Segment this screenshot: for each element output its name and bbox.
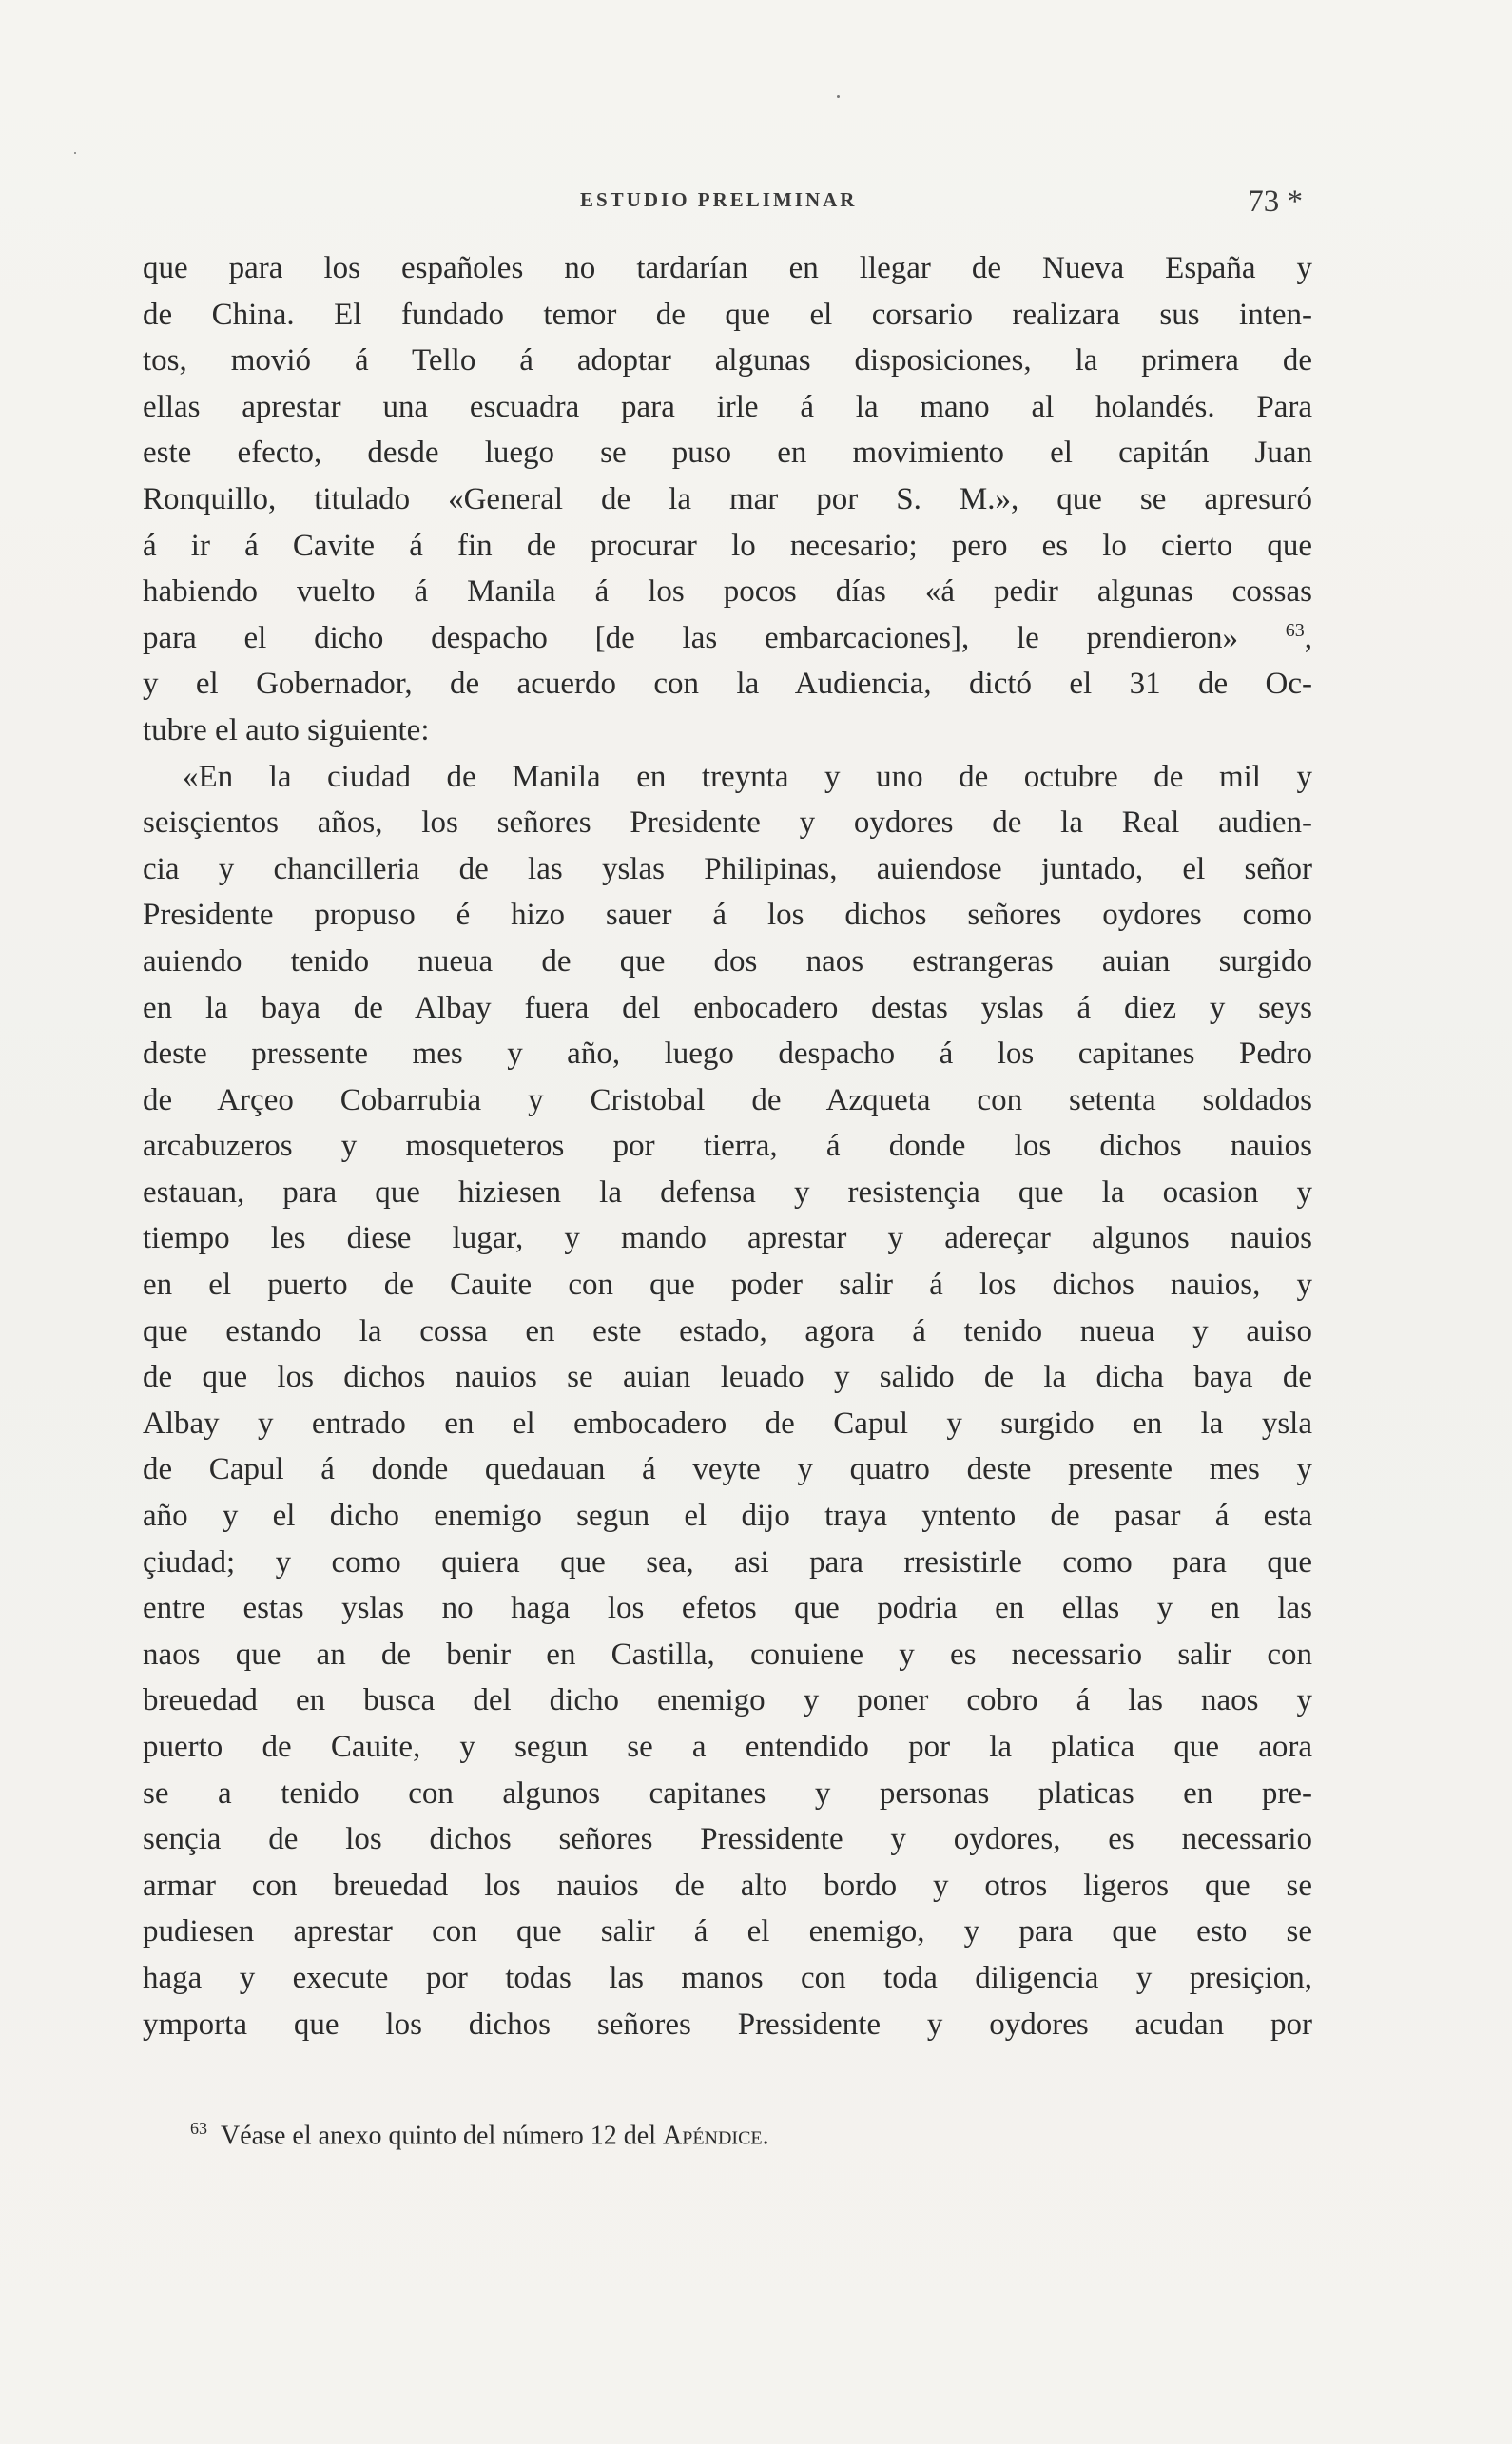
footnote-text: Véase el anexo quinto del número 12 del bbox=[221, 2121, 656, 2151]
text-line: en la baya de Albay fuera del enbocadero destas yslas á diez y seys bbox=[143, 990, 1312, 1025]
text-line: armar con breuedad los nauios de alto bordo y otros ligeros que se bbox=[143, 1868, 1312, 1903]
text-line: habiendo vuelto á Manila á los pocos días «á pedir algunas cossas bbox=[143, 574, 1312, 610]
text-line: Presidente propuso é hizo sauer á los dichos señores oydores como bbox=[143, 898, 1312, 933]
text-line: arcabuzeros y mosqueteros por tierra, á donde los dichos nauios bbox=[143, 1129, 1312, 1164]
text-line: tos, movió á Tello á adoptar algunas disposiciones, la primera de bbox=[143, 343, 1312, 378]
text-line: auiendo tenido nueua de que dos naos estrangeras auian surgido bbox=[143, 943, 1312, 979]
text-line: Albay y entrado en el embocadero de Capul y surgido en la ysla bbox=[143, 1406, 1312, 1441]
text-line: çiudad; y como quiera que sea, asi para rresistirle como para que bbox=[143, 1544, 1312, 1580]
page-header bbox=[143, 184, 1303, 226]
text-line: en el puerto de Cauite con que poder salir á los dichos nauios, y bbox=[143, 1268, 1312, 1303]
text-line: sençia de los dichos señores Pressidente y oydores, es necessario bbox=[143, 1822, 1312, 1857]
footnote-reference[interactable]: 63 bbox=[1285, 619, 1305, 641]
text-line: haga y execute por todas las manos con toda diligencia y presiçion, bbox=[143, 1960, 1312, 1995]
text-line: breuedad en busca del dicho enemigo y poner cobro á las naos y bbox=[143, 1683, 1312, 1718]
text-line-with-footnote bbox=[143, 615, 1312, 662]
text-line: á ir á Cavite á fin de procurar lo necesario; pero es lo cierto que bbox=[143, 528, 1312, 563]
text-line: puerto de Cauite, y segun se a entendido por la platica que aora bbox=[143, 1730, 1312, 1764]
page-number: 73 * bbox=[1248, 184, 1303, 219]
text-line: entre estas yslas no haga los efetos que podria en ellas y en las bbox=[143, 1591, 1312, 1626]
text-line: deste pressente mes y año, luego despacho á los capitanes Pedro bbox=[143, 1037, 1312, 1072]
paper-speck bbox=[837, 95, 840, 98]
text-line: año y el dicho enemigo segun el dijo traya yntento de pasar á esta bbox=[143, 1499, 1312, 1534]
text-line: pudiesen aprestar con que salir á el enemigo, y para que esto se bbox=[143, 1914, 1312, 1949]
text-line: y el Gobernador, de acuerdo con la Audiencia, dictó el 31 de Oc- bbox=[143, 667, 1312, 702]
footnote bbox=[190, 2119, 1236, 2151]
text-line: de Arçeo Cobarrubia y Cristobal de Azqueta con setenta soldados bbox=[143, 1082, 1312, 1117]
footnote-appendix: Apéndice. bbox=[662, 2121, 769, 2151]
text-line: este efecto, desde luego se puso en movimiento el capitán Juan bbox=[143, 436, 1312, 471]
body-text bbox=[143, 245, 1312, 2047]
text-line: estauan, para que hiziesen la defensa y resistençia que la ocasion y bbox=[143, 1174, 1312, 1210]
footnote-number: 63 bbox=[190, 2119, 207, 2138]
text-line: seisçientos años, los señores Presidente y oydores de la Real audien- bbox=[143, 805, 1312, 841]
paper-speck bbox=[74, 152, 76, 154]
text-line: que para los españoles no tardarían en llegar de Nueva España y bbox=[143, 251, 1312, 285]
text-line: ellas aprestar una escuadra para irle á la mano al holandés. Para bbox=[143, 389, 1312, 424]
text-line: se a tenido con algunos capitanes y personas platicas en pre- bbox=[143, 1775, 1312, 1811]
text-line: naos que an de benir en Castilla, conuiene y es necessario salir con bbox=[143, 1637, 1312, 1672]
text-line: «En la ciudad de Manila en treynta y uno de octubre de mil y bbox=[183, 759, 1312, 794]
text-line-tail: , bbox=[1304, 620, 1312, 655]
text-line: cia y chancilleria de las yslas Philipinas, auiendose juntado, el señor bbox=[143, 851, 1312, 886]
text-line: de China. El fundado temor de que el corsario realizara sus inten- bbox=[143, 297, 1312, 332]
text-line: ymporta que los dichos señores Pressidente y oydores acudan por bbox=[143, 2007, 1312, 2042]
running-head: ESTUDIO PRELIMINAR bbox=[580, 188, 858, 211]
text-line: que estando la cossa en este estado, agora á tenido nueua y auiso bbox=[143, 1313, 1312, 1348]
text-line: tiempo les diese lugar, y mando aprestar y adereçar algunos nauios bbox=[143, 1221, 1312, 1256]
text-line-content: para el dicho despacho [de las embarcaciones], le prendieron» bbox=[143, 620, 1238, 655]
text-line: de Capul á donde quedauan á veyte y quatro deste presente mes y bbox=[143, 1452, 1312, 1487]
text-line: de que los dichos nauios se auian leuado y salido de la dicha baya de bbox=[143, 1360, 1312, 1395]
text-line: tubre el auto siguiente: bbox=[143, 712, 430, 747]
text-line: Ronquillo, titulado «General de la mar por S. M.», que se apresuró bbox=[143, 481, 1312, 516]
